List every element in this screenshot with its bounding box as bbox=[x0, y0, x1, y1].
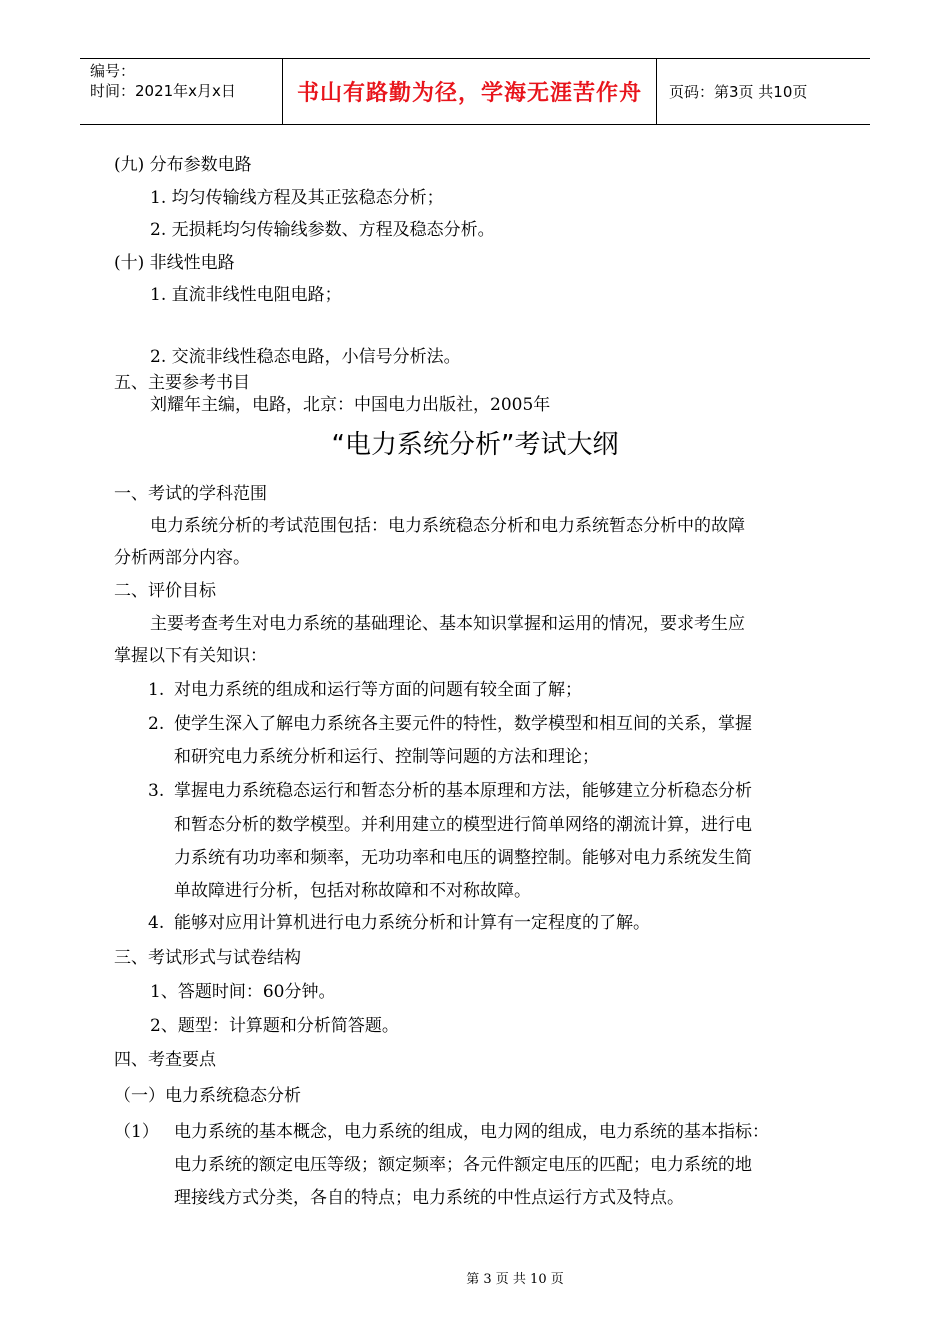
list-number: 4. bbox=[148, 913, 165, 933]
list-item: 使学生深入了解电力系统各主要元件的特性，数学模型和相互间的关系，掌握 bbox=[174, 714, 752, 734]
header-meta bbox=[80, 59, 282, 124]
list-item: 力系统有功功率和频率，无功功率和电压的调整控制。能够对电力系统发生简 bbox=[174, 848, 752, 868]
list-number: 2. bbox=[148, 714, 165, 734]
list-item: 和暂态分析的数学模型。并利用建立的模型进行简单网络的潮流计算，进行电 bbox=[174, 815, 752, 835]
subsection-heading: （一）电力系统稳态分析 bbox=[114, 1086, 301, 1106]
reference: 刘耀年主编，电路，北京：中国电力出版社，2005年 bbox=[150, 395, 551, 415]
paragraph-line: 主要考查考生对电力系统的基础理论、基本知识掌握和运用的情况，要求考生应 bbox=[150, 614, 745, 634]
section-heading: 一、考试的学科范围 bbox=[114, 484, 267, 504]
page-title: “电力系统分析”考试大纲 bbox=[331, 430, 619, 460]
section-heading: 三、考试形式与试卷结构 bbox=[114, 948, 301, 968]
paragraph-line: 电力系统分析的考试范围包括：电力系统稳态分析和电力系统暂态分析中的故障 bbox=[150, 516, 745, 536]
list-item: 对电力系统的组成和运行等方面的问题有较全面了解； bbox=[174, 680, 582, 700]
section-heading: (十) 非线性电路 bbox=[114, 253, 235, 273]
page-header bbox=[80, 58, 870, 125]
list-item: 1. 直流非线性电阻电路； bbox=[150, 285, 342, 305]
list-item: 电力系统的基本概念，电力系统的组成，电力网的组成，电力系统的基本指标： bbox=[174, 1122, 769, 1142]
list-item: 2. 无损耗均匀传输线参数、方程及稳态分析。 bbox=[150, 220, 495, 240]
header-time: 时间：2021年x月x日 bbox=[90, 82, 236, 100]
list-number: 3. bbox=[148, 781, 165, 801]
list-item: 1、答题时间：60分钟。 bbox=[150, 982, 336, 1002]
list-item: 单故障进行分析，包括对称故障和不对称故障。 bbox=[174, 881, 531, 901]
header-page: 页码：第3页 共10页 bbox=[669, 83, 808, 101]
section-heading: 四、考查要点 bbox=[114, 1050, 216, 1070]
paragraph-line: 掌握以下有关知识： bbox=[114, 646, 267, 666]
list-item: 1. 均匀传输线方程及其正弦稳态分析； bbox=[150, 188, 444, 208]
header-number: 编号： bbox=[90, 62, 136, 80]
list-item: 掌握电力系统稳态运行和暂态分析的基本原理和方法，能够建立分析稳态分析 bbox=[174, 781, 752, 801]
list-item: 2. 交流非线性稳态电路，小信号分析法。 bbox=[150, 347, 461, 367]
list-item: 能够对应用计算机进行电力系统分析和计算有一定程度的了解。 bbox=[174, 913, 650, 933]
section-heading: (九) 分布参数电路 bbox=[114, 155, 252, 175]
list-item: 理接线方式分类，各自的特点；电力系统的中性点运行方式及特点。 bbox=[174, 1188, 684, 1208]
list-item: 和研究电力系统分析和运行、控制等问题的方法和理论； bbox=[174, 747, 599, 767]
list-number: 1. bbox=[148, 680, 165, 700]
header-motto: 书山有路勤为径，学海无涯苦作舟 bbox=[282, 59, 657, 124]
paragraph-line: 分析两部分内容。 bbox=[114, 548, 250, 568]
list-number: （1） bbox=[114, 1122, 159, 1142]
section-heading: 五、主要参考书目 bbox=[114, 373, 250, 393]
section-heading: 二、评价目标 bbox=[114, 581, 216, 601]
list-item: 电力系统的额定电压等级；额定频率；各元件额定电压的匹配；电力系统的地 bbox=[174, 1155, 752, 1175]
page-footer: 第 3 页 共 10 页 bbox=[466, 1272, 564, 1287]
list-item: 2、题型：计算题和分析简答题。 bbox=[150, 1016, 399, 1036]
